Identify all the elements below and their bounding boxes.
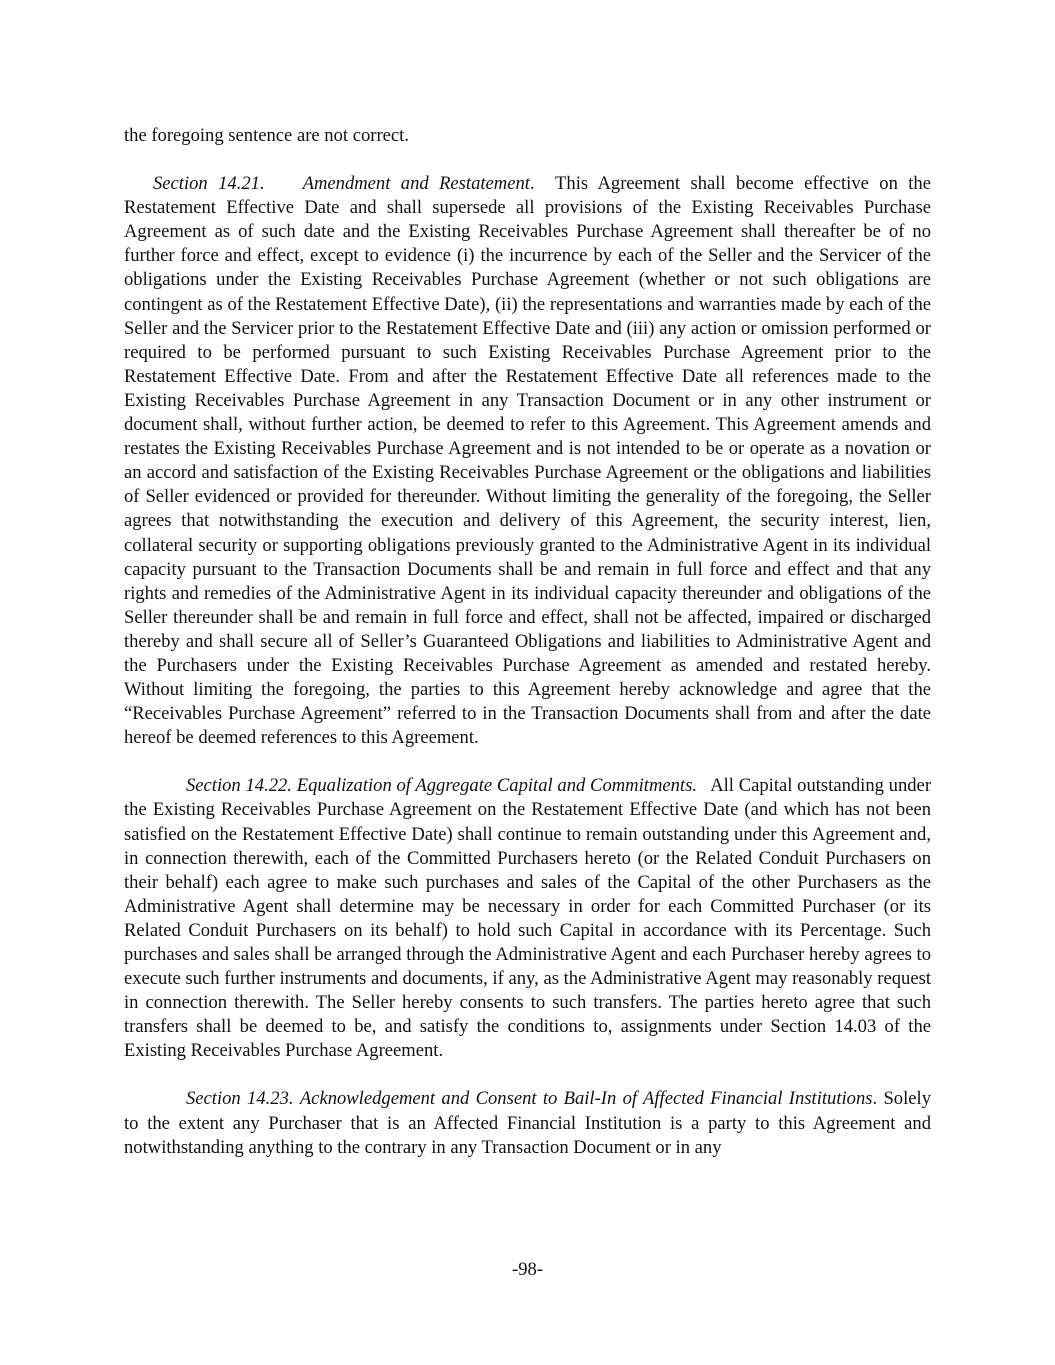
page-number: -98- — [512, 1259, 543, 1280]
section-14-22-number: Section 14.22. — [186, 775, 292, 797]
section-14-21-paragraph — [124, 172, 931, 750]
section-14-21-title: Amendment and Restatement — [302, 173, 530, 195]
section-14-23-title: Acknowledgement and Consent to Bail-In of Affected Financial Institutions — [299, 1088, 873, 1110]
continuation-paragraph: the foregoing sentence are not correct. — [124, 125, 409, 146]
section-14-23-number: Section 14.23. — [186, 1088, 294, 1110]
section-14-23-title-punct: . — [872, 1088, 878, 1110]
document-page — [124, 124, 931, 1160]
section-14-21-number: Section 14.21. — [153, 173, 265, 195]
section-14-21-body: This Agreement shall become effective on the Restatement Effective Date and shall supersede all provisions of the Existing Receivables Purchase Agreement as of such date and the Existing Receivables Purchase Agreement shall thereafter be of no further force and effect, except to evidence (i) the incurrence by each of the Seller and the Servicer of the obligations under the Existing Receivables Purchase Agreement (whether or not such obligations are contingent as of the Restatement Effective Date), (ii) the representations and warranties made by each of the Seller and the Servicer prior to the Restatement Effective Date and (iii) any action or omission performed or required to be performed pursuant to such Existing Receivables Purchase Agreement prior to the Restatement Effective Date. From and after the Restatement Effective Date all references made to the Existing Receivables Purchase Agreement in any Transaction Document or in any other instrument or document shall, without further action, be deemed to refer to this Agreement. This Agreement amends and restates the Existing Receivables Purchase Agreement and is not intended to be or operate as a novation or an accord and satisfaction of the Existing Receivables Purchase Agreement or the obligations and liabilities of Seller evidenced or provided for thereunder. Without limiting the generality of the foregoing, the Seller agrees that notwithstanding the execution and delivery of this Agreement, the security interest, lien, collateral security or supporting obligations previously granted to the Administrative Agent in its individual capacity pursuant to the Transaction Documents shall be and remain in full force and effect and that any rights and remedies of the Administrative Agent in its individual capacity thereunder and obligations of the Seller thereunder shall be and remain in full force and effect, shall not be affected, impaired or discharged thereby and shall secure all of Seller’s Guaranteed Obligations and liabilities to Administrative Agent and the Purchasers under the Existing Receivables Purchase Agreement as amended and restated hereby. Without limiting the foregoing, the parties to this Agreement hereby acknowledge and agree that the “Receivables Purchase Agreement” referred to in the Transaction Documents shall from and after the date hereof be deemed references to this Agreement. — [124, 173, 931, 749]
section-14-22-title: Equalization of Aggregate Capital and Commitments. — [296, 775, 697, 797]
section-14-23-paragraph — [124, 1087, 931, 1159]
section-14-22-paragraph — [124, 774, 931, 1063]
section-14-22-body: All Capital outstanding under the Existing Receivables Purchase Agreement on the Restatement Effective Date (and which has not been satisfied on the Restatement Effective Date) shall continue to remain outstanding under this Agreement and, in connection therewith, each of the Committed Purchasers hereto (or the Related Conduit Purchasers on their behalf) each agree to make such purchases and sales of the Capital of the other Purchasers as the Administrative Agent shall determine may be necessary in order for each Committed Purchaser (or its Related Conduit Purchasers on its behalf) to hold such Capital in accordance with its Percentage. Such purchases and sales shall be arranged through the Administrative Agent and each Purchaser hereby agrees to execute such further instruments and documents, if any, as the Administrative Agent may reasonably request in connection therewith. The Seller hereby consents to such transfers. The parties hereto agree that such transfers shall be deemed to be, and satisfy the conditions to, assignments under Section 14.03 of the Existing Receivables Purchase Agreement. — [124, 775, 932, 1062]
section-14-23-body: Solely to the extent any Purchaser that is an Affected Financial Institution is a party to this Agreement and notwithstanding anything to the contrary in any Transaction Document or in any — [124, 1088, 931, 1158]
section-14-21-title-punct: . — [529, 173, 535, 195]
